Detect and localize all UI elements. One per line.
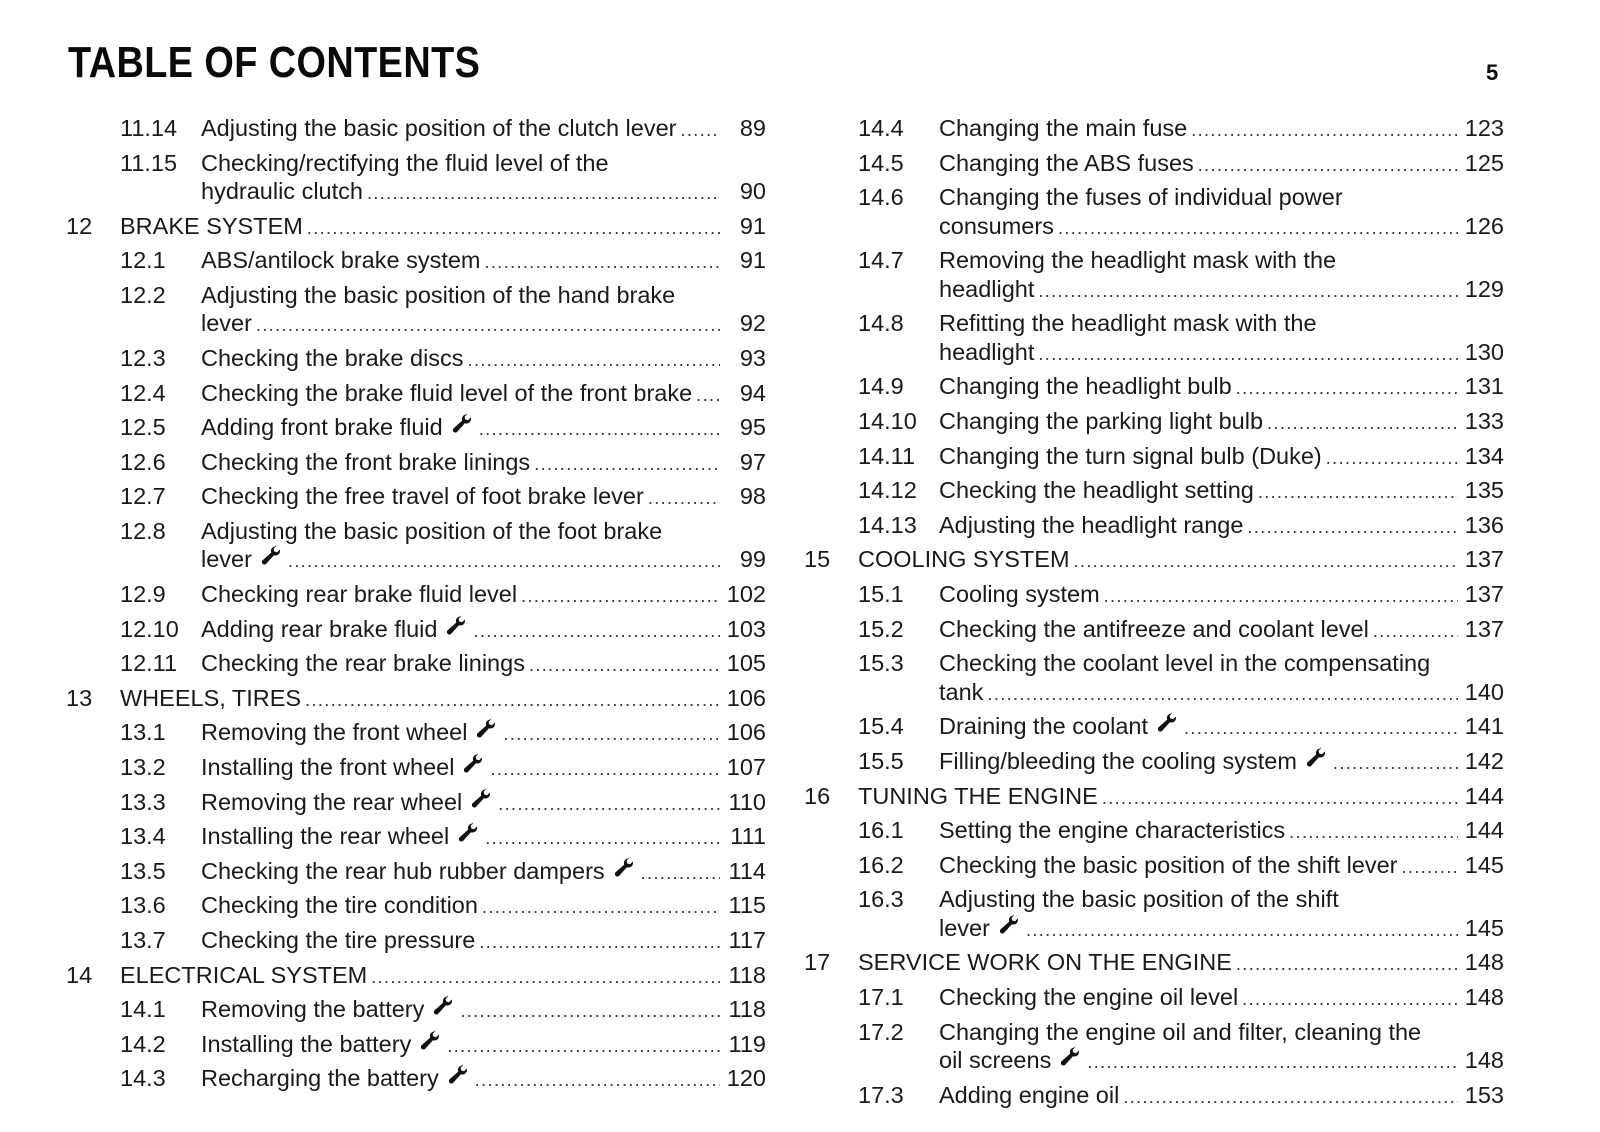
toc-section-entry[interactable] xyxy=(66,753,766,784)
dot-leader xyxy=(534,450,720,479)
toc-section-entry[interactable] xyxy=(804,649,1504,708)
entry-number: 14.10 xyxy=(858,408,917,435)
entry-title: Checking the basic position of the shift lever xyxy=(939,851,1398,878)
entry-number: 11.14 xyxy=(120,115,178,141)
toc-right-column xyxy=(804,114,1504,1115)
entry-title: Checking the brake discs xyxy=(201,344,464,371)
wrench-icon xyxy=(1059,1046,1083,1068)
entry-page-number: 114 xyxy=(728,857,766,884)
entry-title: Adjusting the basic position of the clutch lever xyxy=(201,115,677,141)
dot-leader xyxy=(1247,513,1458,542)
entry-number: 17 xyxy=(804,949,831,976)
toc-section-entry[interactable] xyxy=(804,114,1504,145)
toc-section-entry[interactable] xyxy=(66,822,766,853)
entry-page-number: 125 xyxy=(1464,149,1504,176)
toc-section-entry[interactable] xyxy=(804,476,1504,507)
entry-number: 12.2 xyxy=(120,281,166,308)
dot-leader xyxy=(371,963,720,992)
dot-leader xyxy=(521,582,720,611)
entry-title: Checking the headlight setting xyxy=(939,477,1254,504)
dot-leader xyxy=(1087,1048,1458,1077)
entry-title: ABS/antilock brake system xyxy=(201,247,481,274)
toc-section-entry[interactable] xyxy=(66,788,766,819)
entry-number: 15 xyxy=(804,546,831,573)
entry-title-line1: Removing the headlight mask with the xyxy=(939,247,1337,274)
entry-page-number: 102 xyxy=(726,581,766,608)
entry-title: Setting the engine characteristics xyxy=(939,817,1286,844)
toc-section-entry[interactable] xyxy=(66,926,766,957)
entry-page-number: 118 xyxy=(728,961,766,988)
entry-page-number: 106 xyxy=(726,719,766,746)
wrench-icon xyxy=(260,545,284,567)
entry-number: 13.5 xyxy=(120,857,166,884)
toc-section-entry[interactable] xyxy=(804,580,1504,611)
dot-leader xyxy=(367,179,720,208)
toc-section-entry[interactable] xyxy=(66,246,766,277)
dot-leader xyxy=(1289,818,1458,847)
entry-title: Checking the antifreeze and coolant level xyxy=(939,615,1369,642)
entry-page-number: 97 xyxy=(739,448,766,475)
entry-page-number: 111 xyxy=(730,823,766,850)
entry-title: oil screens xyxy=(939,1047,1052,1074)
entry-number: 15.4 xyxy=(858,713,904,740)
entry-number: 13.4 xyxy=(120,823,166,850)
dot-leader xyxy=(1058,214,1458,243)
entry-title: Draining the coolant xyxy=(939,713,1149,740)
entry-title: Checking the free travel of foot brake lever xyxy=(201,483,644,510)
entry-title: Filling/bleeding the cooling system xyxy=(939,747,1297,774)
dot-leader xyxy=(1184,714,1458,743)
entry-number: 12.7 xyxy=(120,483,166,510)
entry-number: 16 xyxy=(804,782,831,809)
toc-section-entry[interactable] xyxy=(66,857,766,888)
toc-section-entry[interactable] xyxy=(804,149,1504,180)
dot-leader xyxy=(1104,582,1458,611)
entry-title: Checking the brake fluid level of the front brake xyxy=(201,379,693,406)
entry-number: 12.3 xyxy=(120,344,166,371)
toc-section-entry[interactable] xyxy=(66,580,766,611)
entry-title: Changing the ABS fuses xyxy=(939,149,1194,176)
dot-leader xyxy=(1333,749,1458,778)
wrench-icon xyxy=(432,995,456,1017)
dot-leader xyxy=(1326,444,1458,473)
entry-number: 16.2 xyxy=(858,851,904,878)
dot-leader xyxy=(1198,151,1458,180)
entry-page-number: 144 xyxy=(1464,782,1504,809)
dot-leader xyxy=(485,824,720,853)
toc-left-column xyxy=(66,114,766,1099)
dot-leader xyxy=(641,859,720,888)
entry-page-number: 91 xyxy=(739,247,766,274)
dot-leader xyxy=(1258,478,1458,507)
entry-number: 12.4 xyxy=(120,379,166,406)
entry-title: Recharging the battery xyxy=(201,1065,439,1092)
entry-title: hydraulic clutch xyxy=(201,178,363,205)
dot-leader xyxy=(490,755,720,784)
entry-page-number: 133 xyxy=(1464,408,1504,435)
entry-number: 15.3 xyxy=(858,650,904,677)
wrench-icon xyxy=(457,822,481,844)
toc-section-entry[interactable] xyxy=(66,114,766,145)
toc-section-entry[interactable] xyxy=(66,413,766,444)
entry-page-number: 103 xyxy=(726,615,766,642)
dot-leader xyxy=(498,790,720,819)
toc-chapter-entry[interactable] xyxy=(804,948,1504,979)
entry-title: consumers xyxy=(939,212,1054,239)
wrench-icon xyxy=(447,1064,471,1086)
entry-page-number: 118 xyxy=(728,996,766,1023)
entry-title: lever xyxy=(939,914,990,941)
entry-title-line1: Adjusting the basic position of the foot brake xyxy=(201,517,663,544)
entry-page-number: 140 xyxy=(1464,678,1504,705)
entry-page-number: 94 xyxy=(739,379,766,406)
entry-page-number: 137 xyxy=(1464,581,1504,608)
entry-title: Installing the battery xyxy=(201,1030,412,1057)
toc-section-entry[interactable] xyxy=(66,1030,766,1061)
wrench-icon xyxy=(998,914,1022,936)
dot-leader xyxy=(447,1032,720,1061)
entry-number: 14 xyxy=(66,961,93,988)
entry-page-number: 98 xyxy=(739,483,766,510)
toc-section-entry[interactable] xyxy=(804,511,1504,542)
dot-leader xyxy=(1236,374,1458,403)
dot-leader xyxy=(1236,950,1458,979)
entry-page-number: 95 xyxy=(739,414,766,441)
entry-title: Checking the tire pressure xyxy=(201,926,476,953)
entry-number: 16.1 xyxy=(858,817,904,844)
dot-leader xyxy=(1267,409,1458,438)
entry-number: 14.11 xyxy=(858,442,916,469)
entry-title: Checking the engine oil level xyxy=(939,983,1239,1010)
entry-title: Installing the front wheel xyxy=(201,754,455,780)
toc-section-entry[interactable] xyxy=(66,718,766,749)
entry-title: Installing the rear wheel xyxy=(201,823,450,850)
entry-title: Changing the main fuse xyxy=(939,115,1188,141)
toc-section-entry[interactable] xyxy=(66,379,766,410)
entry-number: 15.5 xyxy=(858,747,904,774)
wrench-icon xyxy=(1156,712,1180,734)
entry-page-number: 107 xyxy=(726,754,766,780)
entry-title-line1: Changing the engine oil and filter, cleaning the xyxy=(939,1018,1422,1045)
dot-leader xyxy=(468,346,720,375)
entry-number: 12.6 xyxy=(120,448,166,475)
entry-title: Adding engine oil xyxy=(939,1081,1120,1108)
dot-leader xyxy=(482,893,720,922)
entry-number: 12.8 xyxy=(120,517,166,544)
toc-section-entry[interactable] xyxy=(804,442,1504,473)
entry-number: 15.2 xyxy=(858,615,904,642)
dot-leader xyxy=(479,928,720,957)
entry-title: WHEELS, TIRES xyxy=(120,684,302,711)
dot-leader xyxy=(987,680,1458,709)
toc-section-entry[interactable] xyxy=(804,1081,1504,1112)
dot-leader xyxy=(1038,277,1458,306)
entry-title: SERVICE WORK ON THE ENGINE xyxy=(858,949,1232,976)
entry-page-number: 110 xyxy=(728,788,766,815)
entry-page-number: 148 xyxy=(1464,1047,1504,1074)
entry-page-number: 91 xyxy=(739,212,766,239)
entry-number: 13.3 xyxy=(120,788,166,815)
entry-title: headlight xyxy=(939,338,1035,365)
entry-title: Removing the battery xyxy=(201,996,425,1023)
entry-title: tank xyxy=(939,678,984,705)
entry-page-number: 89 xyxy=(739,115,766,141)
dot-leader xyxy=(1026,916,1458,945)
wrench-icon xyxy=(462,753,486,775)
toc-section-entry[interactable] xyxy=(66,615,766,646)
entry-title: Adding rear brake fluid xyxy=(201,615,438,642)
toc-section-entry[interactable] xyxy=(804,309,1504,368)
wrench-icon xyxy=(445,615,469,637)
entry-page-number: 148 xyxy=(1464,983,1504,1010)
dot-leader xyxy=(1242,985,1458,1014)
entry-title: Checking the front brake linings xyxy=(201,448,531,475)
entry-number: 14.9 xyxy=(858,373,904,400)
entry-page-number: 153 xyxy=(1464,1081,1504,1108)
entry-title: Removing the front wheel xyxy=(201,719,468,746)
entry-title-line1: Adjusting the basic position of the shift xyxy=(939,886,1339,913)
dot-leader xyxy=(1074,547,1458,576)
entry-number: 12 xyxy=(66,212,93,239)
entry-title-line1: Checking/rectifying the fluid level of the xyxy=(201,149,609,176)
wrench-icon xyxy=(451,413,475,435)
entry-page-number: 130 xyxy=(1464,338,1504,365)
dot-leader xyxy=(503,720,720,749)
entry-page-number: 93 xyxy=(739,344,766,371)
entry-number: 12.10 xyxy=(120,615,179,642)
entry-page-number: 137 xyxy=(1464,546,1504,573)
entry-title: Changing the parking light bulb xyxy=(939,408,1264,435)
page-number: 5 xyxy=(1486,60,1499,85)
dot-leader xyxy=(288,547,720,576)
toc-section-entry[interactable] xyxy=(804,407,1504,438)
entry-number: 11.15 xyxy=(120,149,178,176)
entry-page-number: 105 xyxy=(726,650,766,677)
toc-chapter-entry[interactable] xyxy=(66,212,766,243)
dot-leader xyxy=(305,686,720,715)
toc-chapter-entry[interactable] xyxy=(804,782,1504,813)
dot-leader xyxy=(648,484,720,513)
entry-page-number: 136 xyxy=(1464,511,1504,538)
toc-chapter-entry[interactable] xyxy=(804,545,1504,576)
dot-leader xyxy=(1402,853,1458,882)
entry-page-number: 131 xyxy=(1464,373,1504,400)
dot-leader xyxy=(1038,340,1458,369)
toc-section-entry[interactable] xyxy=(804,372,1504,403)
entry-number: 17.1 xyxy=(858,983,904,1010)
entry-title: lever xyxy=(201,546,252,573)
entry-page-number: 142 xyxy=(1464,747,1504,774)
dot-leader xyxy=(696,381,720,410)
entry-title: lever xyxy=(201,310,252,337)
entry-page-number: 141 xyxy=(1464,713,1504,740)
entry-title: Checking the rear brake linings xyxy=(201,650,525,677)
entry-title-line1: Changing the fuses of individual power xyxy=(939,184,1343,211)
dot-leader xyxy=(479,415,720,444)
toc-section-entry[interactable] xyxy=(804,851,1504,882)
entry-number: 14.5 xyxy=(858,149,904,176)
entry-number: 14.8 xyxy=(858,310,904,337)
entry-title: BRAKE SYSTEM xyxy=(120,212,303,239)
entry-number: 13.2 xyxy=(120,754,166,780)
entry-page-number: 134 xyxy=(1464,442,1504,469)
entry-page-number: 92 xyxy=(739,310,766,337)
toc-section-entry[interactable] xyxy=(804,615,1504,646)
entry-number: 13.1 xyxy=(120,719,166,746)
wrench-icon xyxy=(475,718,499,740)
toc-section-entry[interactable] xyxy=(804,816,1504,847)
entry-page-number: 145 xyxy=(1464,851,1504,878)
entry-number: 12.1 xyxy=(120,247,166,274)
toc-section-entry[interactable] xyxy=(804,885,1504,944)
toc-section-entry[interactable] xyxy=(66,344,766,375)
entry-number: 13.7 xyxy=(120,926,166,953)
toc-section-entry[interactable] xyxy=(66,517,766,576)
dot-leader xyxy=(473,617,720,646)
entry-page-number: 120 xyxy=(726,1065,766,1092)
entry-page-number: 126 xyxy=(1464,212,1504,239)
toc-section-entry[interactable] xyxy=(66,482,766,513)
entry-number: 17.2 xyxy=(858,1018,904,1045)
entry-page-number: 115 xyxy=(728,892,766,919)
entry-number: 14.6 xyxy=(858,184,904,211)
entry-title: COOLING SYSTEM xyxy=(858,546,1070,573)
toc-chapter-entry[interactable] xyxy=(66,684,766,715)
entry-title: TUNING THE ENGINE xyxy=(858,782,1098,809)
entry-title: Adding front brake fluid xyxy=(201,414,443,441)
page-title: TABLE OF CONTENTS xyxy=(68,38,481,87)
dot-leader xyxy=(485,248,721,277)
dot-leader xyxy=(1102,784,1458,813)
entry-number: 14.3 xyxy=(120,1065,166,1092)
toc-section-entry[interactable] xyxy=(66,448,766,479)
toc-section-entry[interactable] xyxy=(66,649,766,680)
entry-title-line1: Refitting the headlight mask with the xyxy=(939,310,1317,337)
entry-title: headlight xyxy=(939,275,1035,302)
entry-page-number: 129 xyxy=(1464,275,1504,302)
dot-leader xyxy=(307,214,720,243)
dot-leader xyxy=(529,651,720,680)
wrench-icon xyxy=(419,1030,443,1052)
dot-leader xyxy=(681,116,721,145)
entry-title: Checking the rear hub rubber dampers xyxy=(201,857,605,884)
toc-section-entry[interactable] xyxy=(66,281,766,340)
toc-section-entry[interactable] xyxy=(66,149,766,208)
toc-section-entry[interactable] xyxy=(804,183,1504,242)
entry-number: 13.6 xyxy=(120,892,166,919)
entry-title-line1: Adjusting the basic position of the hand brake xyxy=(201,281,676,308)
entry-page-number: 123 xyxy=(1464,115,1504,141)
entry-title: Changing the headlight bulb xyxy=(939,373,1232,400)
entry-page-number: 135 xyxy=(1464,477,1504,504)
entry-number: 12.9 xyxy=(120,581,166,608)
toc-section-entry[interactable] xyxy=(66,1064,766,1095)
entry-title: ELECTRICAL SYSTEM xyxy=(120,961,368,988)
dot-leader xyxy=(256,311,720,340)
wrench-icon xyxy=(1305,747,1329,769)
toc-section-entry[interactable] xyxy=(804,712,1504,743)
toc-section-entry[interactable] xyxy=(66,995,766,1026)
dot-leader xyxy=(1373,617,1458,646)
entry-number: 16.3 xyxy=(858,886,904,913)
entry-number: 14.13 xyxy=(858,511,917,538)
entry-title: Removing the rear wheel xyxy=(201,788,463,815)
entry-page-number: 148 xyxy=(1464,949,1504,976)
entry-title: Cooling system xyxy=(939,581,1100,608)
entry-title: Checking the tire condition xyxy=(201,892,478,919)
entry-number: 14.12 xyxy=(858,477,917,504)
wrench-icon xyxy=(613,857,637,879)
entry-page-number: 99 xyxy=(739,546,766,573)
entry-page-number: 137 xyxy=(1464,615,1504,642)
entry-number: 13 xyxy=(66,684,93,711)
entry-title: Changing the turn signal bulb (Duke) xyxy=(939,442,1322,469)
entry-number: 15.1 xyxy=(858,581,904,608)
entry-number: 14.1 xyxy=(120,996,166,1023)
entry-number: 12.11 xyxy=(120,650,178,677)
entry-page-number: 106 xyxy=(726,684,766,711)
entry-page-number: 117 xyxy=(728,926,766,953)
dot-leader xyxy=(475,1066,720,1095)
entry-title-line1: Checking the coolant level in the compensating xyxy=(939,650,1431,677)
toc-chapter-entry[interactable] xyxy=(66,961,766,992)
dot-leader xyxy=(460,997,720,1026)
entry-page-number: 90 xyxy=(739,178,766,205)
toc-section-entry[interactable] xyxy=(804,1018,1504,1077)
toc-section-entry[interactable] xyxy=(804,747,1504,778)
entry-page-number: 144 xyxy=(1464,817,1504,844)
entry-number: 14.7 xyxy=(858,247,904,274)
entry-number: 14.2 xyxy=(120,1030,166,1057)
dot-leader xyxy=(1123,1083,1458,1112)
wrench-icon xyxy=(470,788,494,810)
toc-section-entry[interactable] xyxy=(804,246,1504,305)
entry-page-number: 145 xyxy=(1464,914,1504,941)
toc-section-entry[interactable] xyxy=(66,891,766,922)
entry-number: 12.5 xyxy=(120,414,166,441)
toc-section-entry[interactable] xyxy=(804,983,1504,1014)
entry-title: Checking rear brake fluid level xyxy=(201,581,518,608)
entry-number: 17.3 xyxy=(858,1081,904,1108)
entry-page-number: 119 xyxy=(728,1030,766,1057)
entry-number: 14.4 xyxy=(858,115,904,141)
entry-title: Adjusting the headlight range xyxy=(939,511,1244,538)
dot-leader xyxy=(1191,116,1458,145)
